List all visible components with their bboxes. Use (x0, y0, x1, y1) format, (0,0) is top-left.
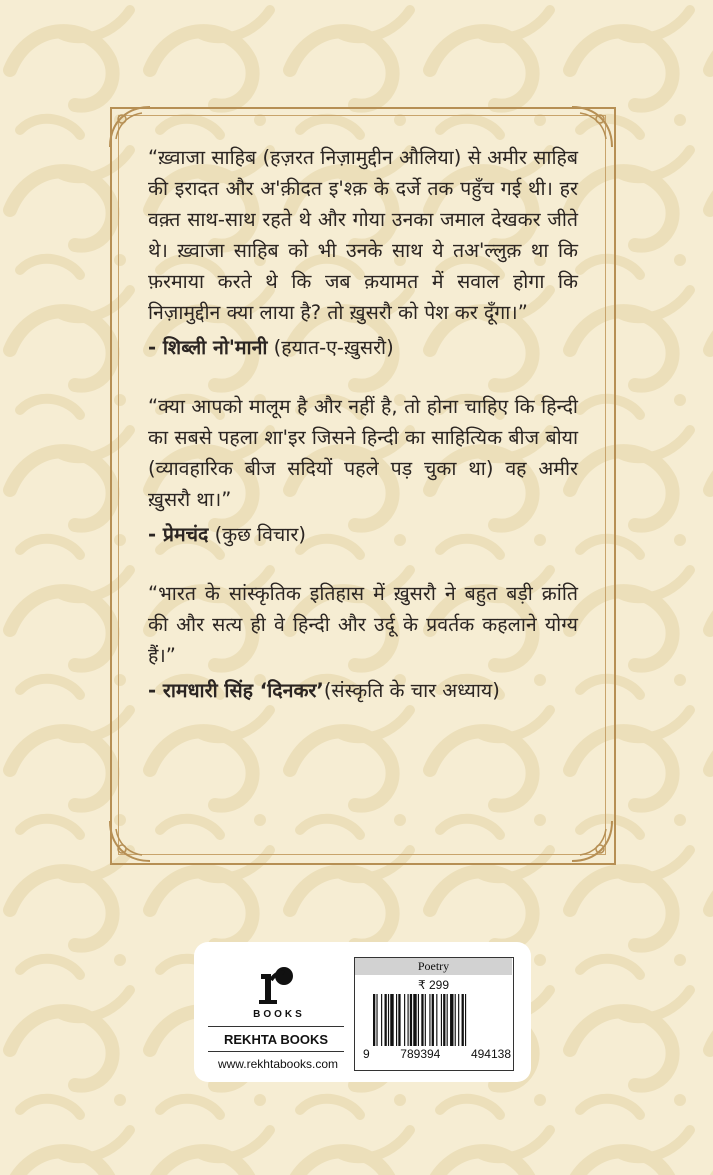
barcode-bar (455, 994, 456, 1046)
barcode-bar (447, 994, 448, 1046)
barcode-bar (432, 994, 434, 1046)
quote-source: (कुछ विचार) (208, 523, 306, 546)
barcode-bar (398, 994, 400, 1046)
barcode-bar (450, 994, 453, 1046)
isbn-group-1: 789394 (400, 1047, 441, 1061)
quotes-section (148, 142, 578, 706)
category-label: Poetry (355, 958, 512, 975)
divider (208, 1051, 344, 1052)
barcode-bar (396, 994, 397, 1046)
quote-source: (हयात-ए-ख़ुसरौ) (267, 336, 394, 359)
books-label: BOOKS (253, 1009, 305, 1020)
corner-ornament-icon (106, 817, 154, 865)
barcode-bar (385, 994, 387, 1046)
barcode-bar (441, 994, 442, 1046)
barcode-bar (462, 994, 464, 1046)
quote-author: - प्रेमचंद (148, 523, 209, 546)
isbn-group-2: 494138 (470, 1047, 511, 1061)
barcode-bar (425, 994, 426, 1046)
price-label: ₹ 299 (418, 978, 449, 992)
barcode-bar (390, 994, 393, 1046)
quote-author: - रामधारी सिंह ‘दिनकर’ (148, 679, 324, 702)
isbn-number (363, 1047, 511, 1061)
rekhta-r-logo-icon (257, 964, 299, 1006)
barcode-bar (410, 994, 412, 1046)
barcode-bar (404, 994, 405, 1046)
isbn-prefix: 9 (363, 1047, 370, 1061)
quote-text: “भारत के सांस्कृतिक इतिहास में ख़ुसरौ ने बहुत बड़ी क्रांति की और सत्य ही वे हिन्दी और उर्दू के प्रवर्तक कहलाने योग्य हैं।” (148, 582, 578, 667)
quote-attribution (148, 332, 578, 363)
barcode-bar (465, 994, 466, 1046)
quote-source: (संस्कृति के चार अध्याय) (323, 679, 500, 702)
publisher-website: www.rekhtabooks.com (217, 1057, 339, 1071)
barcode-bar (373, 994, 375, 1046)
barcode-bar (418, 994, 419, 1046)
corner-ornament-icon (568, 817, 616, 865)
barcode-bar (376, 994, 377, 1046)
quote-attribution (148, 675, 578, 706)
barcode-bar (388, 994, 389, 1046)
corner-ornament-icon (106, 103, 154, 151)
barcode-bar (421, 994, 423, 1046)
publisher-name: REKHTA BOOKS (224, 1032, 328, 1047)
barcode-bar (413, 994, 416, 1046)
divider (208, 1026, 344, 1027)
barcode-image (372, 994, 504, 1046)
quote-text: “क्या आपको मालूम है और नहीं है, तो होना चाहिए कि हिन्दी का सबसे पहला शा'इर जिसने हिन्दी का साहित्यिक बीज बोया (व्यावहारिक बीज सदियों पहले पड़ चुका था) वह अमीर ख़ुसरौ था।” (148, 395, 578, 511)
barcode-bar (436, 994, 437, 1046)
barcode-bar (381, 994, 382, 1046)
barcode-bar (429, 994, 430, 1046)
quote-author: - शिब्ली नो'मानी (148, 336, 268, 359)
quote-text: “ख़्वाजा साहिब (हज़रत निज़ामुद्दीन औलिया) से अमीर साहिब की इरादत और अ'क़ीदत इ'श्क़ के दर्जे तक पहुँच गई थी। हर वक़्त साथ-साथ रहते थे और गोया उनका जमाल देखकर जीते थे। ख़्वाजा साहिब को भी उनके साथ ये तअ'ल्लुक़ था कि फ़रमाया करते थे कि जब क़यामत में सवाल होगा कि निज़ामुद्दीन क्या लाया है? तो ख़ुसरौ को पेश कर दूँगा।” (148, 146, 578, 324)
barcode-bar (443, 994, 445, 1046)
barcode-bar (458, 994, 459, 1046)
quote-attribution (148, 519, 578, 550)
barcode-bar (408, 994, 409, 1046)
